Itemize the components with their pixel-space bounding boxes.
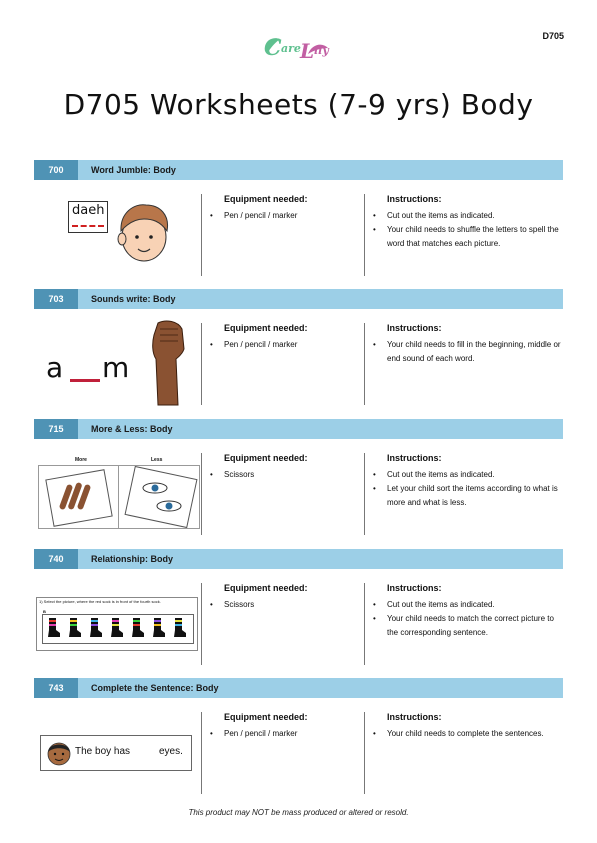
instructions-heading: Instructions: (387, 712, 442, 722)
equipment-list (209, 338, 359, 352)
equipment-list (209, 209, 359, 223)
instructions-heading: Instructions: (387, 194, 442, 204)
section-title: Complete the Sentence: Body (91, 683, 219, 693)
instructions-list (372, 468, 562, 510)
equipment-list (209, 727, 359, 741)
section-header-bar (34, 160, 563, 180)
equipment-heading: Equipment needed: (224, 712, 308, 722)
column-divider (364, 712, 365, 794)
column-divider (364, 453, 365, 535)
equipment-heading: Equipment needed: (224, 583, 308, 593)
sock-icon (150, 618, 166, 638)
sentence-end: eyes. (159, 746, 183, 757)
equipment-item: • Pen / pencil / marker (209, 338, 359, 352)
instruction-item: • Your child needs to fill in the beginning, middle or end sound of each word. (372, 338, 562, 366)
equipment-item: • Pen / pencil / marker (209, 727, 359, 741)
word-jumble-thumbnail (64, 197, 184, 271)
arm-fist-icon (148, 319, 188, 407)
less-label: Less (151, 457, 163, 463)
column-divider (364, 194, 365, 276)
section-number: 715 (34, 419, 78, 439)
section-740 (34, 549, 563, 665)
equipment-item: • Scissors (209, 598, 359, 612)
more-less-thumbnail (38, 457, 200, 529)
sounds-write-thumbnail (44, 319, 194, 407)
section-743 (34, 678, 563, 794)
column-divider (201, 453, 202, 535)
section-number: 703 (34, 289, 78, 309)
section-header-bar (34, 549, 563, 569)
option-label: B (43, 609, 46, 614)
section-number: 740 (34, 549, 78, 569)
equipment-item: • Pen / pencil / marker (209, 209, 359, 223)
column-divider (201, 194, 202, 276)
sock-row (45, 616, 193, 640)
sock-icon (108, 618, 124, 638)
instructions-heading: Instructions: (387, 323, 442, 333)
jumble-word: daeh (72, 203, 105, 218)
section-header-bar (34, 289, 563, 309)
section-number: 700 (34, 160, 78, 180)
sock-icon (45, 618, 61, 638)
boy-face-icon (45, 738, 73, 768)
carelily-logo: C are L ily (262, 30, 338, 66)
sock-icon (129, 618, 145, 638)
eyes-icon (137, 476, 187, 516)
section-title: More & Less: Body (91, 424, 173, 434)
footer-notice: This product may NOT be mass produced or altered or resold. (188, 808, 409, 817)
column-divider (364, 583, 365, 665)
equipment-list (209, 468, 359, 482)
column-divider (201, 583, 202, 665)
sound-letter-a: a (46, 351, 64, 384)
sock-icon (87, 618, 103, 638)
instruction-item: • Cut out the items as indicated. (372, 468, 562, 482)
column-divider (201, 323, 202, 405)
instruction-item: • Let your child sort the items according to what is more and what is less. (372, 482, 562, 510)
instructions-list (372, 338, 562, 366)
instruction-item: • Cut out the items as indicated. (372, 209, 562, 223)
section-title: Sounds write: Body (91, 294, 176, 304)
section-header-bar (34, 678, 563, 698)
section-715 (34, 419, 563, 535)
instructions-list (372, 598, 562, 640)
section-title: Relationship: Body (91, 554, 174, 564)
fingers-icon (59, 480, 99, 514)
document-code: D705 (542, 31, 564, 41)
instruction-item: • Your child needs to match the correct picture to the corresponding sentence. (372, 612, 562, 640)
instruction-item: • Your child needs to shuffle the letters to spell the word that matches each picture. (372, 223, 562, 251)
instructions-heading: Instructions: (387, 453, 442, 463)
sock-icon (66, 618, 82, 638)
relationship-thumbnail (36, 597, 198, 651)
sentence-start: The boy has (75, 746, 131, 757)
equipment-item: • Scissors (209, 468, 359, 482)
section-703 (34, 289, 563, 405)
equipment-heading: Equipment needed: (224, 323, 308, 333)
section-header-bar (34, 419, 563, 439)
instructions-list (372, 209, 562, 251)
relationship-question: 1) Select the picture, where the red sock is in front of the fourth sock. (39, 599, 161, 604)
instructions-heading: Instructions: (387, 583, 442, 593)
equipment-heading: Equipment needed: (224, 453, 308, 463)
column-divider (364, 323, 365, 405)
column-divider (201, 712, 202, 794)
page-title: D705 Worksheets (7-9 yrs) Body (63, 88, 534, 121)
instruction-item: • Cut out the items as indicated. (372, 598, 562, 612)
section-number: 743 (34, 678, 78, 698)
section-700 (34, 160, 563, 276)
sound-letter-m: m (102, 351, 130, 384)
section-title: Word Jumble: Body (91, 165, 176, 175)
instruction-item: • Your child needs to complete the sentences. (372, 727, 562, 741)
complete-sentence-thumbnail (40, 735, 192, 771)
instructions-list (372, 727, 562, 741)
boy-head-icon (108, 197, 182, 271)
equipment-heading: Equipment needed: (224, 194, 308, 204)
equipment-list (209, 598, 359, 612)
more-label: More (75, 457, 87, 463)
sock-icon (171, 618, 187, 638)
